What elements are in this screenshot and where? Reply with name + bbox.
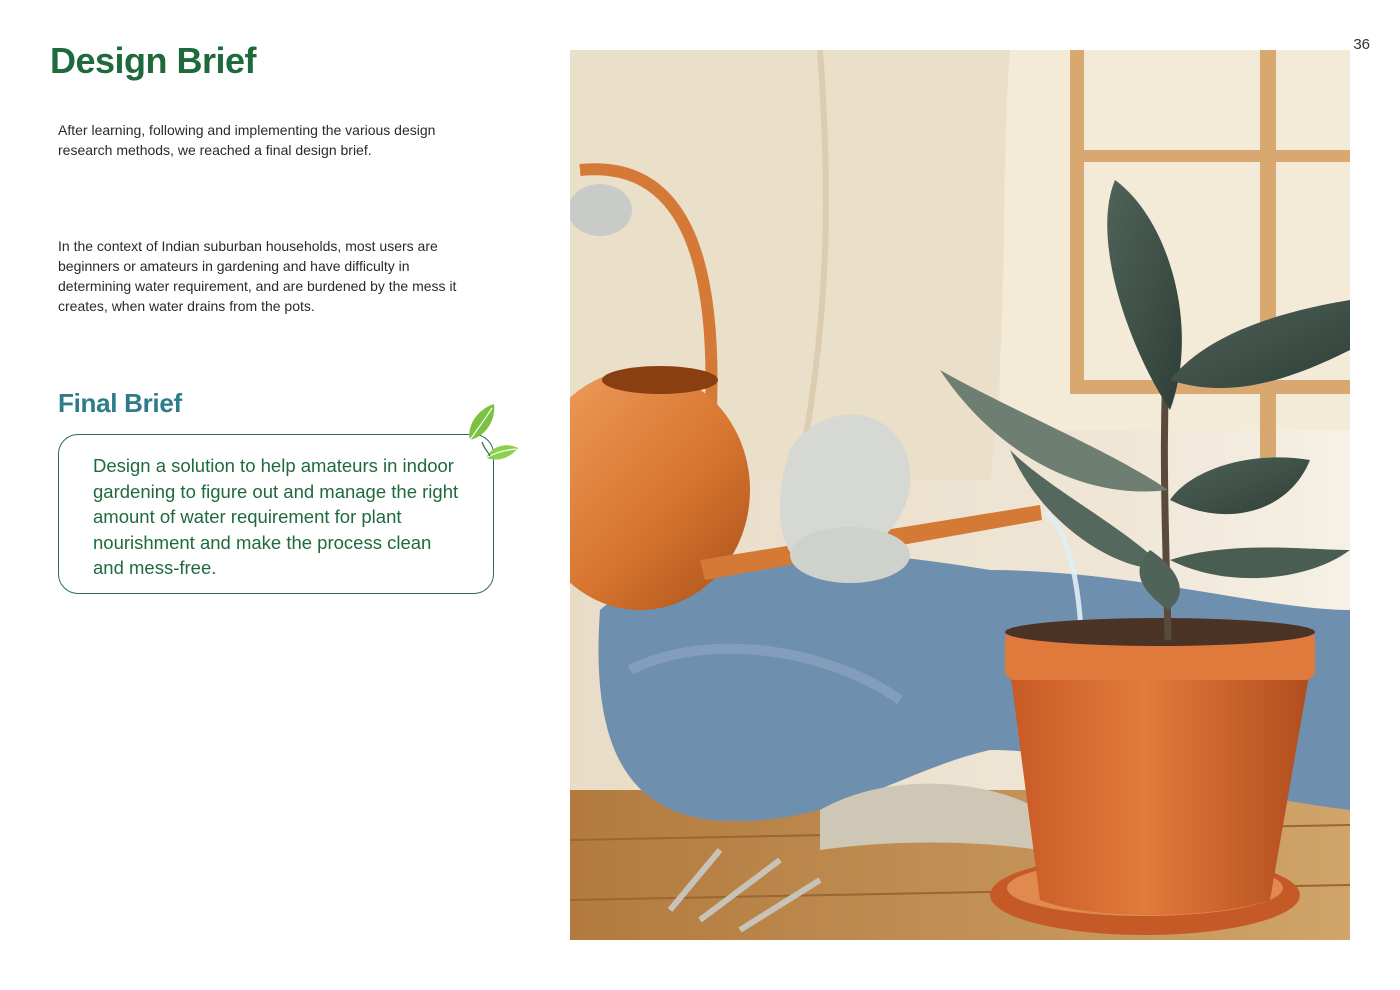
intro-paragraph: After learning, following and implementing the various design research methods, we reached a final design brief. [58,122,436,158]
final-brief-text: Design a solution to help amateurs in indoor gardening to figure out and manage the right amount of water requirement for plant nourishment and make the process clean and mess-free. [93,455,459,578]
page-number: 36 [1353,36,1370,53]
final-brief-heading: Final Brief [58,388,182,418]
page-title: Design Brief [50,40,257,81]
leaf-icon [458,402,522,466]
plant-watering-photo [570,50,1350,940]
context-paragraph: In the context of Indian suburban households, most users are beginners or amateurs in gardening and have difficulty in determining water requirement, and are burdened by the mess it creates, when water drains from the pots. [58,238,457,314]
final-brief-box [58,434,494,594]
